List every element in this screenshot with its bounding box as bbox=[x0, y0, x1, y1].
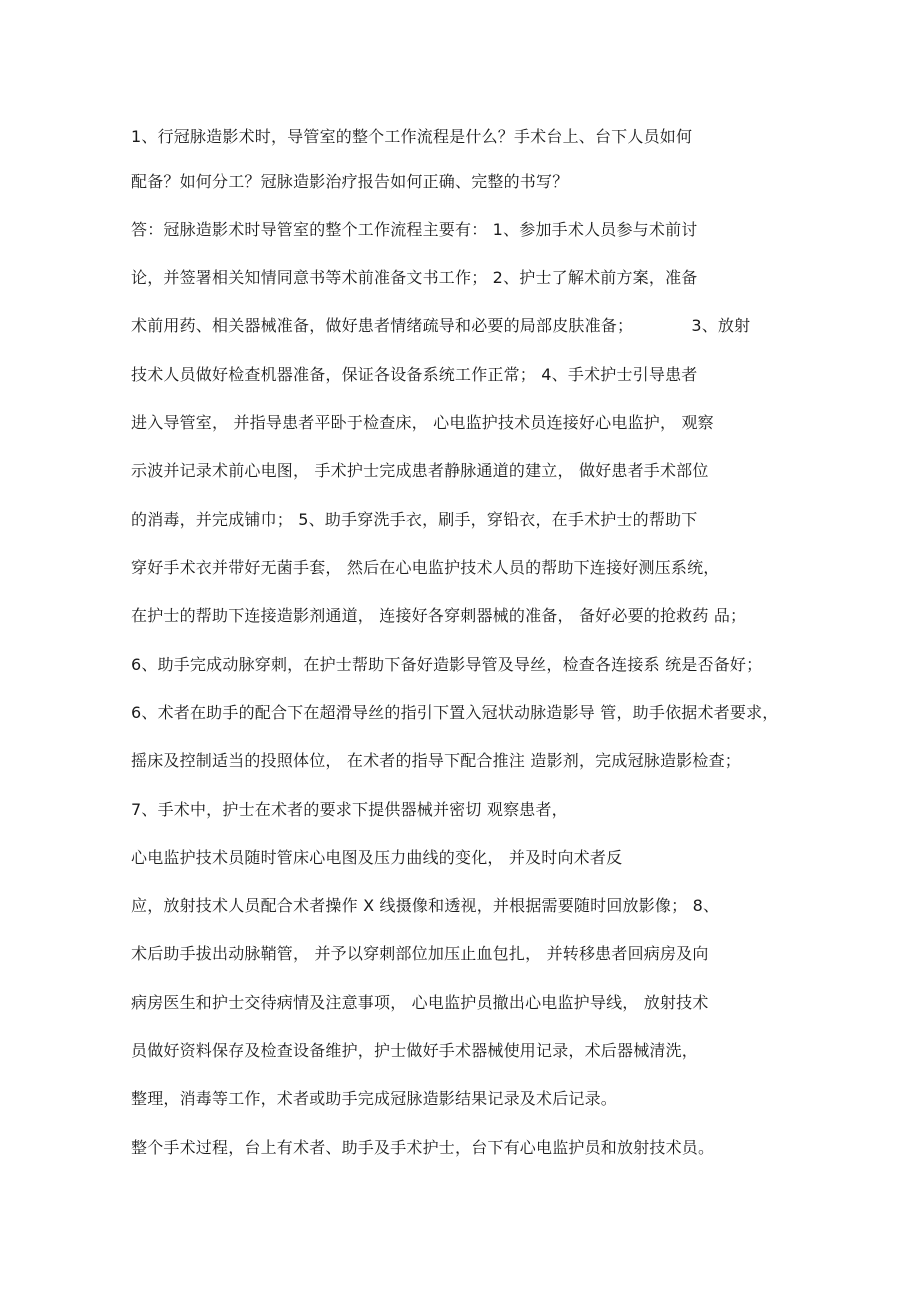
text-line-14: 摇床及控制适当的投照体位， 在术者的指导下配合推注 造影剂，完成冠脉造影检查； bbox=[131, 751, 741, 770]
text-line-22: 整个手术过程，台上有术者、助手及手术护士，台下有心电监护员和放射技术员。 bbox=[131, 1138, 715, 1157]
text-line-15: 7、手术中，护士在术者的要求下提供器械并密切 观察患者， bbox=[131, 800, 568, 819]
text-line-09: 的消毒，并完成铺巾； 5、助手穿洗手衣，刷手，穿铅衣，在手术护士的帮助下 bbox=[131, 510, 698, 529]
text-line-03: 答：冠脉造影术时导管室的整个工作流程主要有： 1、参加手术人员参与术前讨 bbox=[131, 220, 698, 239]
text-line-10: 穿好手术衣并带好无菌手套， 然后在心电监护技术人员的帮助下连接好测压系统， bbox=[131, 558, 720, 577]
text-line-16: 心电监护技术员随时管床心电图及压力曲线的变化， 并及时向术者反 bbox=[131, 848, 623, 867]
text-line-05: 术前用药、相关器械准备，做好患者情绪疏导和必要的局部皮肤准备； 3、放射 bbox=[131, 316, 751, 335]
text-line-20: 员做好资料保存及检查设备维护，护士做好手术器械使用记录，术后器械清洗， bbox=[131, 1041, 699, 1060]
text-line-06: 技术人员做好检查机器准备，保证各设备系统工作正常； 4、手术护士引导患者 bbox=[131, 365, 698, 384]
text-line-01: 1、行冠脉造影术时，导管室的整个工作流程是什么？手术台上、台下人员如何 bbox=[131, 127, 693, 146]
text-line-07: 进入导管室， 并指导患者平卧于检查床， 心电监护技术员连接好心电监护， 观察 bbox=[131, 413, 714, 432]
text-line-19: 病房医生和护士交待病情及注意事项， 心电监护员撤出心电监护导线， 放射技术 bbox=[131, 993, 709, 1012]
text-line-02: 配备？如何分工？冠脉造影治疗报告如何正确、完整的书写？ bbox=[131, 172, 569, 191]
text-line-21: 整理，消毒等工作，术者或助手完成冠脉造影结果记录及术后记录。 bbox=[131, 1089, 618, 1108]
text-line-12: 6、助手完成动脉穿刺，在护士帮助下备好造影导管及导丝，检查各连接系 统是否备好； bbox=[131, 655, 763, 674]
text-line-17: 应，放射技术人员配合术者操作 X 线摄像和透视，并根据需要随时回放影像； 8、 bbox=[131, 896, 720, 915]
text-line-18: 术后助手拔出动脉鞘管， 并予以穿刺部位加压止血包扎， 并转移患者回病房及向 bbox=[131, 944, 709, 963]
text-line-08: 示波并记录术前心电图， 手术护士完成患者静脉通道的建立， 做好患者手术部位 bbox=[131, 461, 709, 480]
text-line-04: 论，并签署相关知情同意书等术前准备文书工作； 2、护士了解术前方案，准备 bbox=[131, 268, 698, 287]
text-line-11: 在护士的帮助下连接造影剂通道， 连接好各穿刺器械的准备， 备好必要的抢救药 品； bbox=[131, 606, 747, 625]
text-line-13: 6、术者在助手的配合下在超滑导丝的指引下置入冠状动脉造影导 管，助手依据术者要求， bbox=[131, 703, 779, 722]
